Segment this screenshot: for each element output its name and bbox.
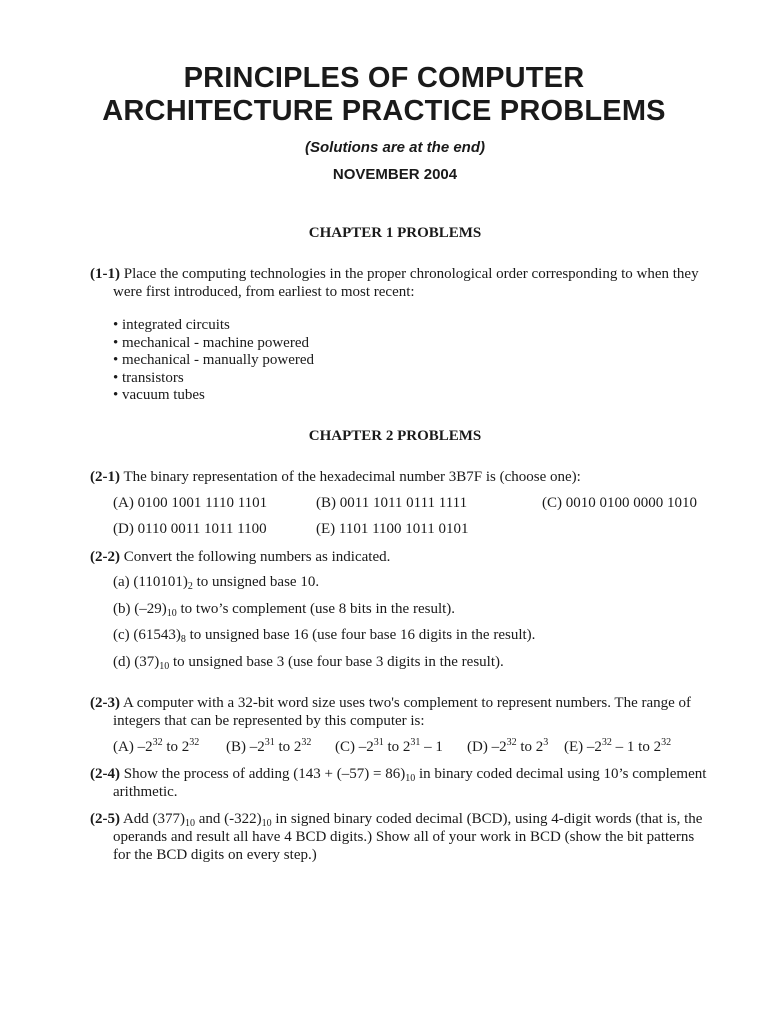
problem-text-continued: operands and result all have 4 BCD digits.) Show all of your work in BCD (show the bit patterns <box>113 829 695 845</box>
subscript: 10 <box>166 608 177 619</box>
range-option-e <box>564 739 671 756</box>
option-text: – 1 <box>420 739 443 755</box>
option-text: (C) –2 <box>335 739 374 755</box>
problem-text: The binary representation of the hexadecimal number 3B7F is (choose one): <box>123 469 581 485</box>
list-item: • transistors <box>113 370 184 386</box>
problem-text: Convert the following numbers as indicated. <box>123 549 391 565</box>
subscript: 10 <box>159 661 170 672</box>
subpart-b <box>113 601 455 618</box>
problem-2-5 <box>90 810 710 864</box>
problem-number: (2-5) <box>90 811 120 827</box>
date: NOVEMBER 2004 <box>332 166 458 183</box>
problem-text-continued: arithmetic. <box>113 784 178 800</box>
exponent: 32 <box>601 737 612 748</box>
problem-2-4 <box>90 765 710 801</box>
problem-text: in binary coded decimal using 10’s complement <box>415 766 707 782</box>
exponent: 31 <box>410 737 421 748</box>
option-e: (E) 1101 1100 1011 0101 <box>316 521 469 537</box>
problem-2-1 <box>90 468 710 486</box>
exponent: 32 <box>189 737 200 748</box>
option-text: to 2 <box>516 739 544 755</box>
option-text: to 2 <box>383 739 411 755</box>
option-text: (A) –2 <box>113 739 153 755</box>
problem-number: (2-1) <box>90 469 120 485</box>
subscript: 10 <box>405 773 416 784</box>
problem-text: in signed binary coded decimal (BCD), using 4-digit words (that is, the <box>271 811 703 827</box>
problem-text: Show the process of adding (143 + (–57) = 86) <box>123 766 406 782</box>
subpart-text: (a) (110101) <box>113 574 188 590</box>
subpart-text: to unsigned base 16 (use four base 16 digits in the result). <box>185 627 536 643</box>
option-text: to 2 <box>274 739 302 755</box>
chapter-2-heading: CHAPTER 2 PROBLEMS <box>308 428 482 444</box>
problem-text-continued: for the BCD digits on every step.) <box>113 847 317 863</box>
exponent: 3 <box>543 737 549 748</box>
problem-number: (1-1) <box>90 266 120 282</box>
subpart-text: to two’s complement (use 8 bits in the result). <box>176 601 456 617</box>
subscript: 2 <box>187 581 193 592</box>
exponent: 32 <box>506 737 517 748</box>
subpart-c <box>113 627 535 644</box>
subpart-a <box>113 574 319 591</box>
option-c: (C) 0010 0100 0000 1010 <box>542 495 697 511</box>
subscript: 10 <box>261 818 272 829</box>
option-text: (D) –2 <box>467 739 507 755</box>
option-b: (B) 0011 1011 0111 1111 <box>316 495 468 511</box>
problem-2-2 <box>90 548 710 566</box>
problem-1-1 <box>90 265 710 301</box>
range-option-d <box>467 739 548 756</box>
title-line-1: PRINCIPLES OF COMPUTER <box>183 62 585 94</box>
problem-text: Add (377) <box>122 811 186 827</box>
title-line-2: ARCHITECTURE PRACTICE PROBLEMS <box>102 95 666 127</box>
range-option-c <box>335 739 443 756</box>
range-option-a <box>113 739 199 756</box>
list-item: • vacuum tubes <box>113 387 205 403</box>
exponent: 31 <box>373 737 384 748</box>
exponent: 32 <box>661 737 672 748</box>
option-text: – 1 to 2 <box>611 739 662 755</box>
list-item: • mechanical - manually powered <box>113 352 314 368</box>
exponent: 31 <box>264 737 275 748</box>
problem-number: (2-3) <box>90 695 120 711</box>
problem-number: (2-4) <box>90 766 120 782</box>
subpart-text: (d) (37) <box>113 654 160 670</box>
option-text: to 2 <box>162 739 190 755</box>
exponent: 32 <box>301 737 312 748</box>
option-text: (B) –2 <box>226 739 265 755</box>
list-item: • mechanical - machine powered <box>113 335 309 351</box>
problem-text-continued: integers that can be represented by this computer is: <box>113 713 425 729</box>
page-title <box>0 62 768 128</box>
subpart-text: (b) (–29) <box>113 601 167 617</box>
subscript: 10 <box>185 818 196 829</box>
problem-text: Place the computing technologies in the proper chronological order corresponding to when they <box>123 266 699 282</box>
subtitle: (Solutions are at the end) <box>304 139 485 156</box>
range-option-b <box>226 739 311 756</box>
list-item: • integrated circuits <box>113 317 230 333</box>
option-a: (A) 0100 1001 1110 1101 <box>113 495 268 511</box>
problem-text: A computer with a 32-bit word size uses two's complement to represent numbers. The range of <box>122 695 692 711</box>
chapter-1-heading: CHAPTER 1 PROBLEMS <box>308 225 482 241</box>
problem-2-3 <box>90 694 710 730</box>
subpart-text: (c) (61543) <box>113 627 181 643</box>
exponent: 32 <box>152 737 163 748</box>
option-text: (E) –2 <box>564 739 602 755</box>
problem-number: (2-2) <box>90 549 120 565</box>
option-d: (D) 0110 0011 1011 1100 <box>113 521 267 537</box>
problem-text-continued: were first introduced, from earliest to most recent: <box>113 284 415 300</box>
subpart-text: to unsigned base 10. <box>192 574 320 590</box>
problem-text: and (-322) <box>195 811 262 827</box>
subscript: 8 <box>180 634 186 645</box>
subpart-d <box>113 654 504 671</box>
subpart-text: to unsigned base 3 (use four base 3 digits in the result). <box>169 654 504 670</box>
